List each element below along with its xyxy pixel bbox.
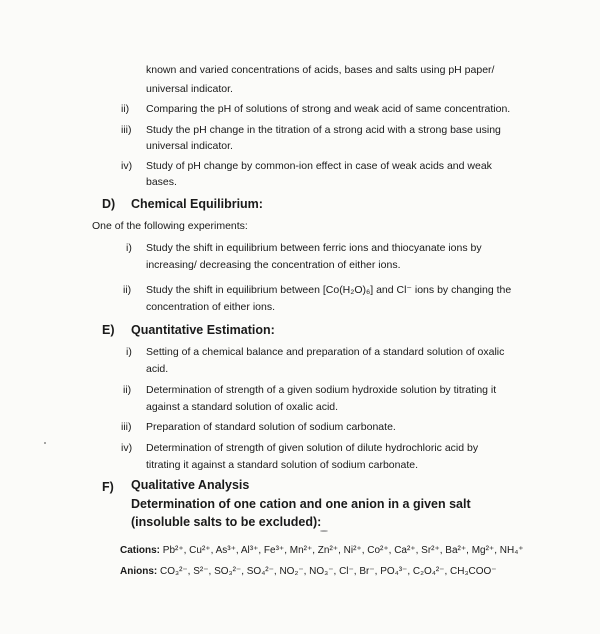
item-text: titrating it against a standard solution of sodium carbonate. bbox=[146, 459, 418, 471]
item-text: against a standard solution of oxalic acid. bbox=[146, 401, 339, 413]
section-title: Quantitative Estimation: bbox=[131, 323, 275, 337]
section-letter: F) bbox=[102, 480, 114, 494]
text-line: universal indicator. bbox=[146, 83, 233, 95]
item-text: Determination of strength of given solution of dilute hydrochloric acid by bbox=[146, 442, 479, 454]
section-letter: D) bbox=[102, 197, 116, 211]
section-intro: One of the following experiments: bbox=[92, 220, 248, 232]
text-line: known and varied concentrations of acids, bases and salts using pH paper/ bbox=[146, 64, 495, 76]
section-letter: E) bbox=[102, 323, 115, 337]
item-text: Determination of strength of a given sodium hydroxide solution by titrating it bbox=[146, 384, 497, 396]
item-number: i) bbox=[126, 346, 132, 358]
item-number: ii) bbox=[123, 284, 132, 296]
item-text: Study the pH change in the titration of a strong acid with a strong base using bbox=[146, 124, 501, 136]
item-text: Study the shift in equilibrium between [Co(H₂O)₆] and Cl⁻ ions by changing the bbox=[146, 284, 512, 296]
item-text: Comparing the pH of solutions of strong and weak acid of same concentration. bbox=[146, 103, 511, 115]
item-number: iii) bbox=[121, 124, 132, 136]
anions-values: CO₃²⁻, S²⁻, SO₃²⁻, SO₄²⁻, NO₂⁻, NO₃⁻, Cl⁻, Br⁻, PO₄³⁻, C₂O₄²⁻, CH₃COO⁻ bbox=[160, 566, 497, 577]
item-text: acid. bbox=[146, 363, 169, 375]
item-text: bases. bbox=[146, 176, 177, 188]
cations-values: Pb²⁺, Cu²⁺, As³⁺, Al³⁺, Fe³⁺, Mn²⁺, Zn²⁺, Ni²⁺, Co²⁺, Ca²⁺, Sr²⁺, Ba²⁺, Mg²⁺, NH₄⁺ bbox=[162, 545, 524, 556]
scan-speck bbox=[320, 530, 328, 532]
section-line: Determination of one cation and one anion in a given salt bbox=[131, 497, 471, 511]
item-text: universal indicator. bbox=[146, 140, 233, 152]
section-line: (insoluble salts to be excluded): bbox=[131, 515, 322, 529]
item-text: Study the shift in equilibrium between ferric ions and thiocyanate ions by bbox=[146, 242, 482, 254]
item-text: increasing/ decreasing the concentration of either ions. bbox=[146, 259, 401, 271]
item-number: ii) bbox=[123, 384, 132, 396]
item-number: iii) bbox=[121, 421, 132, 433]
scan-speck bbox=[44, 442, 46, 444]
item-text: concentration of either ions. bbox=[146, 301, 275, 313]
cations-label: Cations: bbox=[120, 545, 160, 556]
item-text: Preparation of standard solution of sodium carbonate. bbox=[146, 421, 396, 433]
item-number: i) bbox=[126, 242, 132, 254]
item-number: iv) bbox=[121, 160, 133, 172]
item-text: Setting of a chemical balance and preparation of a standard solution of oxalic bbox=[146, 346, 505, 358]
item-number: iv) bbox=[121, 442, 133, 454]
section-title: Chemical Equilibrium: bbox=[131, 197, 263, 211]
anions-list bbox=[120, 565, 497, 578]
item-text: Study of pH change by common-ion effect in case of weak acids and weak bbox=[146, 160, 492, 172]
cations-list bbox=[120, 544, 524, 557]
anions-label: Anions: bbox=[120, 566, 158, 577]
section-title: Qualitative Analysis bbox=[131, 478, 250, 492]
item-number: ii) bbox=[121, 103, 130, 115]
